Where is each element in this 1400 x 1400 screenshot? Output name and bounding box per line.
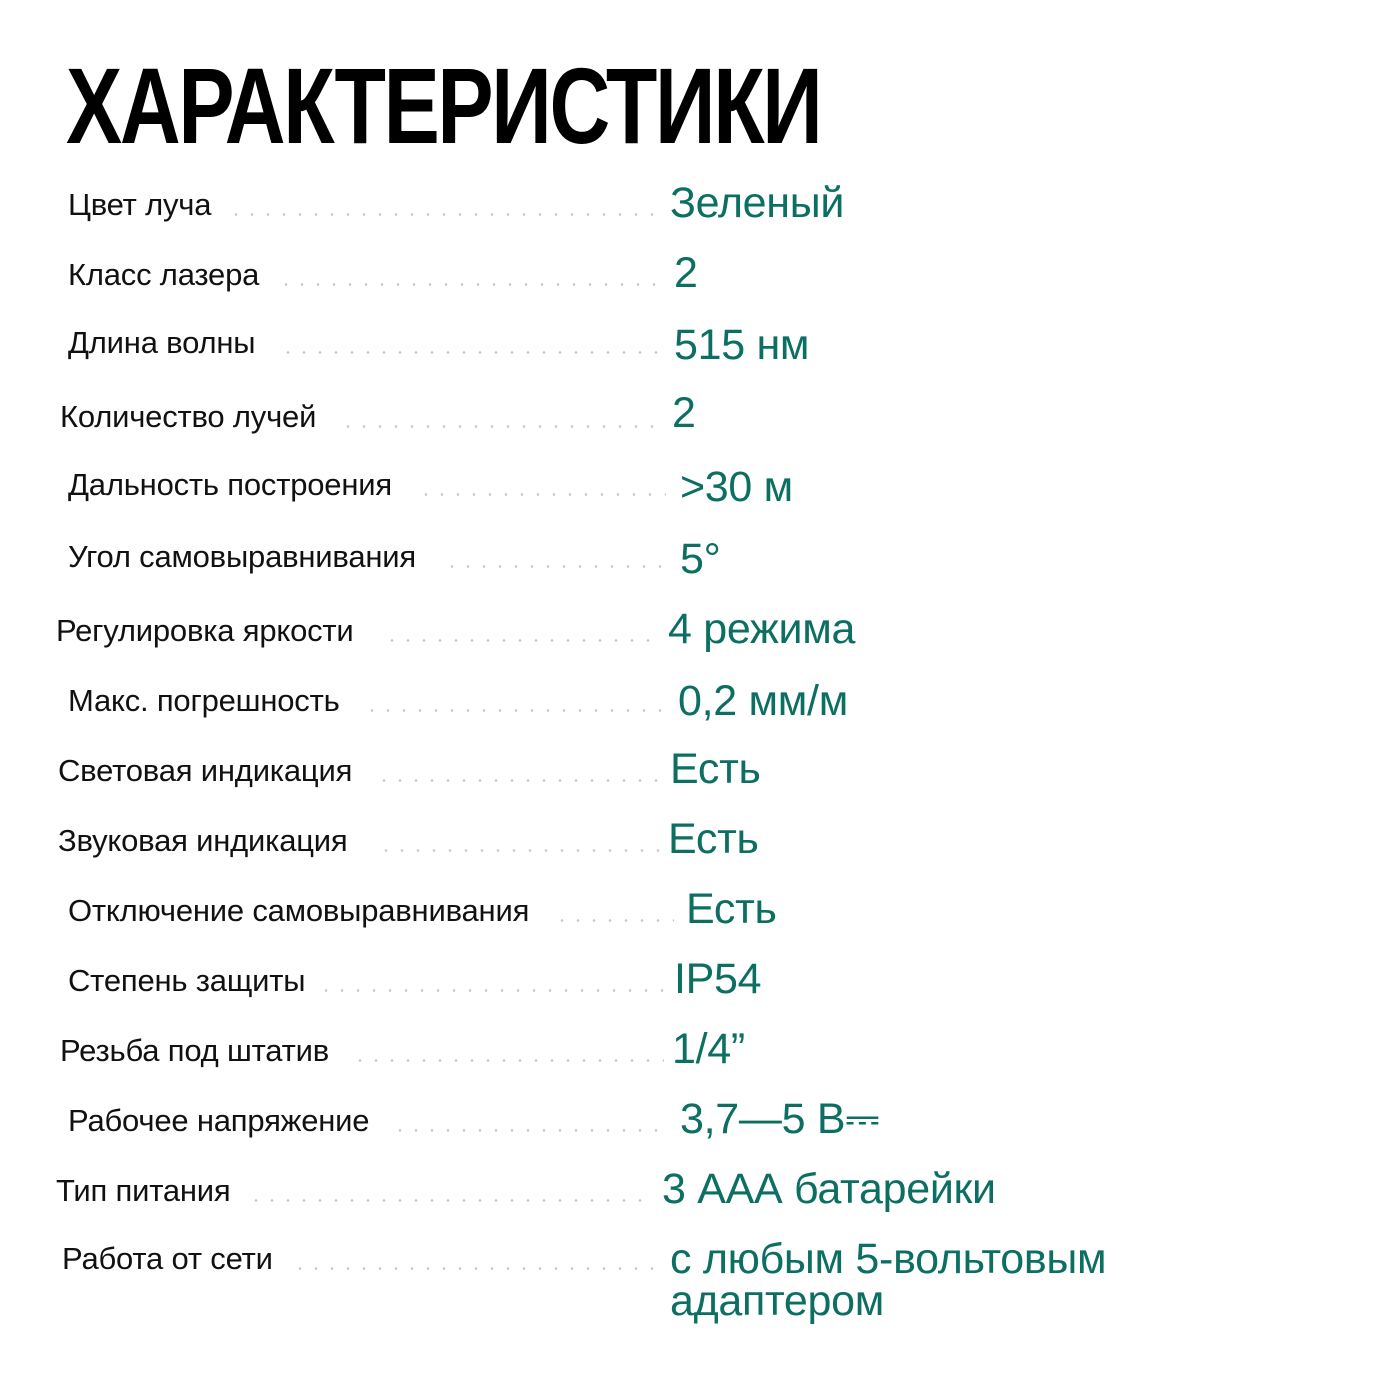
spec-row-range [0,456,1400,511]
spec-label: Работа от сети [62,1241,273,1276]
spec-row-wavelength [0,314,1400,369]
spec-row-power-type [0,1162,1400,1212]
spec-label: Резьба под штатив [60,1033,330,1068]
spec-label: Отключение самовыравнивания [68,893,530,928]
spec-label: Рабочее напряжение [68,1103,370,1138]
spec-value: 0,2 мм/м [678,677,848,725]
spec-value: 3,7—5 В⎓ [680,1095,880,1143]
spec-label: Цвет луча [68,187,212,222]
spec-value: 4 режима [668,605,856,653]
spec-row-beam-count [0,388,1400,438]
spec-value: Есть [668,815,759,863]
spec-row-beam-color [0,176,1400,226]
spec-label: Тип питания [56,1173,231,1208]
spec-label: Угол самовыравнивания [68,539,417,574]
dotted-leader [418,493,666,496]
spec-label: Степень защиты [68,963,306,998]
spec-value: 2 [672,389,696,437]
spec-label: Дальность построения [68,467,392,502]
spec-value: Есть [686,885,777,933]
spec-row-leveling-off [0,882,1400,932]
spec-row-sound-indication [0,812,1400,862]
dotted-leader [352,1059,664,1062]
spec-value: 2 [674,249,698,297]
dotted-leader [364,709,668,712]
spec-value: 515 нм [674,321,810,369]
dotted-leader [392,1129,668,1132]
spec-label: Количество лучей [60,399,317,434]
dotted-leader [554,919,674,922]
spec-row-accuracy [0,672,1400,725]
spec-row-tripod-thread [0,1022,1400,1072]
spec-value: 1/4” [672,1025,745,1073]
spec-label: Световая индикация [58,753,353,788]
spec-value: Есть [670,745,761,793]
spec-value: 5° [680,535,721,583]
dotted-leader [444,565,670,568]
spec-value: Зеленый [670,179,845,227]
spec-label: Звуковая индикация [58,823,348,858]
spec-value: 3 ААА батарейки [662,1165,996,1213]
dotted-leader [340,425,660,428]
page-title: ХАРАКТЕРИСТИКИ [66,45,821,166]
spec-value: >30 м [680,463,793,511]
spec-label: Макс. погрешность [68,683,340,718]
spec-row-mains-power [0,1230,1400,1325]
dotted-leader [248,1199,654,1202]
spec-label: Длина волны [68,325,256,360]
spec-row-leveling-angle [0,528,1400,583]
spec-row-voltage [0,1092,1400,1142]
spec-value: с любым 5-вольтовым адаптером [670,1235,1107,1325]
dotted-leader [384,639,660,642]
dotted-leader [228,213,660,216]
dotted-leader [378,849,660,852]
spec-value: IP54 [674,955,762,1003]
spec-label: Класс лазера [68,257,260,292]
dotted-leader [318,989,664,992]
dotted-leader [376,779,662,782]
dotted-leader [280,351,664,354]
spec-label: Регулировка яркости [56,613,354,648]
dotted-leader [292,1267,662,1270]
dotted-leader [278,283,662,286]
spec-row-light-indication [0,742,1400,792]
spec-row-laser-class [0,246,1400,296]
spec-row-brightness [0,602,1400,652]
spec-row-protection [0,952,1400,1002]
